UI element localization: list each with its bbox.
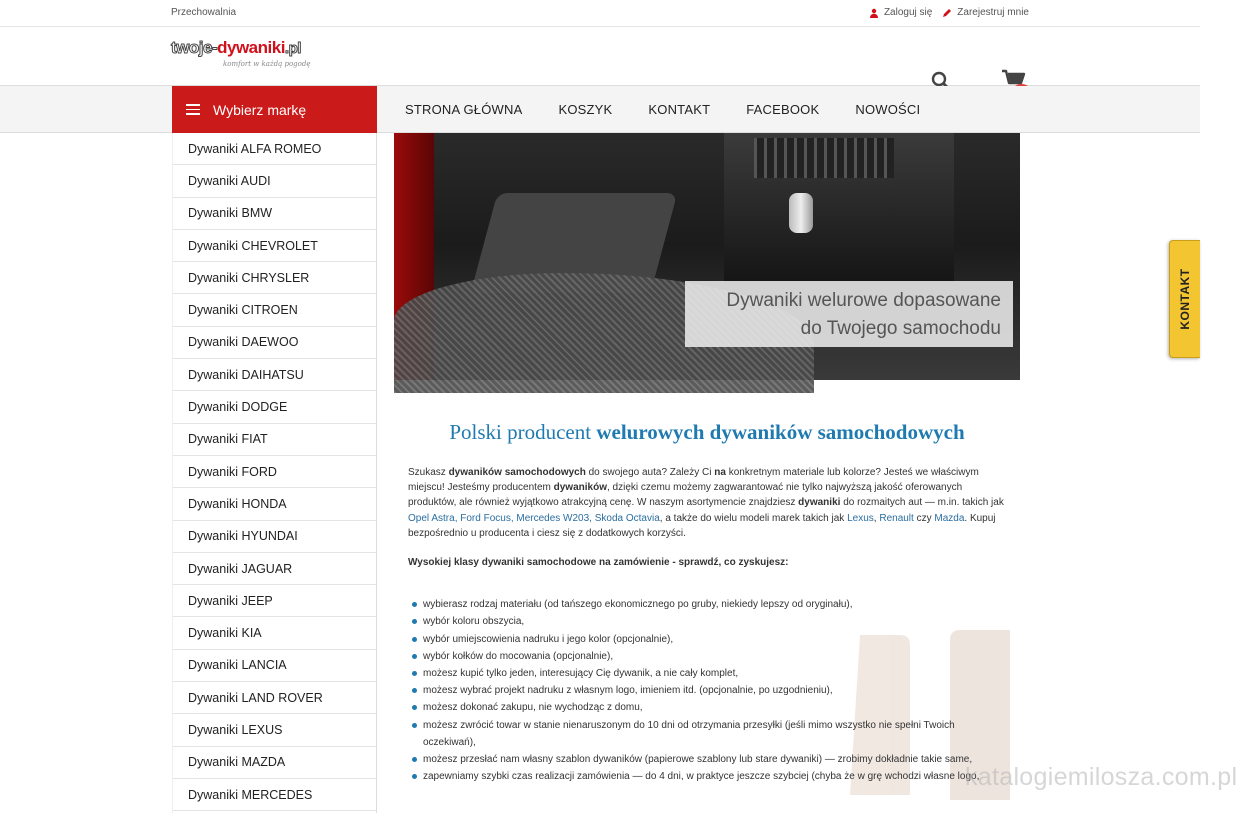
list-item: możesz kupić tylko jeden, interesujący Cię dywanik, a nie cały komplet, xyxy=(408,665,1006,682)
banner-vents xyxy=(754,138,894,178)
benefits-heading: Wysokiej klasy dywaniki samochodowe na zamówienie - sprawdź, co zyskujesz: xyxy=(408,557,789,569)
watermark: katalogiemilosza.com.pl xyxy=(965,763,1237,791)
top-menu xyxy=(405,86,956,133)
menu-facebook[interactable]: FACEBOOK xyxy=(746,102,820,117)
logo-text: twoje-dywaniki.pl xyxy=(171,38,301,57)
sidebar-item-land-rover[interactable]: Dywaniki LAND ROVER xyxy=(173,682,376,714)
menu-news[interactable]: NOWOŚCI xyxy=(855,102,921,117)
sidebar-item-jeep[interactable]: Dywaniki JEEP xyxy=(173,585,376,617)
menu-cart[interactable]: KOSZYK xyxy=(558,102,613,117)
wishlist-link[interactable]: Przechowalnia xyxy=(171,7,237,18)
account-links xyxy=(869,7,1029,18)
sidebar-item-mazda[interactable]: Dywaniki MAZDA xyxy=(173,747,376,779)
header xyxy=(0,27,1200,86)
brand-sidebar xyxy=(172,133,377,813)
sidebar-item-honda[interactable]: Dywaniki HONDA xyxy=(173,488,376,520)
register-link[interactable] xyxy=(942,7,1029,18)
sidebar-item-kia[interactable]: Dywaniki KIA xyxy=(173,617,376,649)
models-link[interactable]: Opel Astra, Ford Focus, Mercedes W203, Skoda Octavia xyxy=(408,512,660,524)
sidebar-item-hyundai[interactable]: Dywaniki HYUNDAI xyxy=(173,521,376,553)
contact-side-tab-label: KONTAKT xyxy=(1178,268,1192,330)
banner-caption-line2: do Twojego samochodu xyxy=(800,318,1001,339)
intro-paragraph: Szukasz dywaników samochodowych do swojego auta? Zależy Ci na konkretnym materiale lub kolorze? Jesteś we właściwym miejscu! Jesteśmy producentem dywaników, dzięki czemu możemy zagwarantować nie tylko najwyższą jakość oferowanych produktów, ale również wyjątkowo atrakcyjną cenę. W naszym asortymencie znajdziesz dywaniki do rozmaitych aut — m.in. takich jak Opel Astra, Ford Focus, Mercedes W203, Skoda Octavia, a także do wielu modeli marek takich jak Lexus, Renault czy Mazda. Kupuj bezpośrednio u producenta i ciesz się z dodatkowych korzyści. xyxy=(408,467,1004,539)
main-content xyxy=(408,420,1006,785)
login-link[interactable] xyxy=(869,7,932,18)
banner-gear-knob xyxy=(789,193,813,233)
hamburger-icon xyxy=(186,101,200,118)
menu-home[interactable]: STRONA GŁÓWNA xyxy=(405,102,523,117)
list-item: możesz przesłać nam własny szablon dywaników (papierowe szablony lub stare dywaniki) — zrobimy dokładnie takie same, xyxy=(408,751,1006,768)
user-icon xyxy=(869,8,879,18)
benefits-list xyxy=(408,596,1006,785)
list-item: wybór kołków do mocowania (opcjonalnie), xyxy=(408,648,1006,665)
list-item: wybór koloru obszycia, xyxy=(408,613,1006,630)
sidebar-item-citroen[interactable]: Dywaniki CITROEN xyxy=(173,294,376,326)
menu-contact[interactable]: KONTAKT xyxy=(648,102,711,117)
list-item: możesz dokonać zakupu, nie wychodząc z domu, xyxy=(408,699,1006,716)
sidebar-item-jaguar[interactable]: Dywaniki JAGUAR xyxy=(173,553,376,585)
sidebar-item-lancia[interactable]: Dywaniki LANCIA xyxy=(173,650,376,682)
sidebar-item-alfa-romeo[interactable]: Dywaniki ALFA ROMEO xyxy=(173,133,376,165)
sidebar-item-ford[interactable]: Dywaniki FORD xyxy=(173,456,376,488)
site-logo[interactable] xyxy=(171,39,331,68)
register-label: Zarejestruj mnie xyxy=(957,7,1029,18)
top-bar xyxy=(0,0,1200,27)
sidebar-item-lexus[interactable]: Dywaniki LEXUS xyxy=(173,714,376,746)
sidebar-item-audi[interactable]: Dywaniki AUDI xyxy=(173,165,376,197)
mazda-link[interactable]: Mazda xyxy=(934,512,965,524)
sidebar-item-daihatsu[interactable]: Dywaniki DAIHATSU xyxy=(173,359,376,391)
choose-brand-label: Wybierz markę xyxy=(213,101,307,118)
sidebar-item-mercedes[interactable]: Dywaniki MERCEDES xyxy=(173,779,376,811)
sidebar-item-bmw[interactable]: Dywaniki BMW xyxy=(173,198,376,230)
sidebar-item-fiat[interactable]: Dywaniki FIAT xyxy=(173,424,376,456)
lexus-link[interactable]: Lexus xyxy=(847,512,874,524)
list-item: możesz zwrócić towar w stanie nienaruszonym do 10 dni od otrzymania przesyłki (jeśli mimo wszystko nie spełni Twoich oczekiwań), xyxy=(408,717,1006,751)
login-label: Zaloguj się xyxy=(883,7,933,18)
list-item: zapewniamy szybki czas realizacji zamówienia — do 4 dni, w praktyce jeszcze szybciej (chyba że w grę wchodzi własne logo, xyxy=(408,768,1006,785)
list-item: wybór umiejscowienia nadruku i jego kolor (opcjonalnie), xyxy=(408,631,1006,648)
sidebar-item-dodge[interactable]: Dywaniki DODGE xyxy=(173,391,376,423)
renault-link[interactable]: Renault xyxy=(879,512,914,524)
sidebar-item-daewoo[interactable]: Dywaniki DAEWOO xyxy=(173,327,376,359)
list-item: wybierasz rodzaj materiału (od tańszego ekonomicznego po gruby, niekiedy lepszy od oryginału), xyxy=(408,596,1006,613)
sidebar-item-chevrolet[interactable]: Dywaniki CHEVROLET xyxy=(173,230,376,262)
hero-banner[interactable] xyxy=(394,133,1020,380)
choose-brand-button[interactable] xyxy=(172,86,377,133)
sidebar-item-chrysler[interactable]: Dywaniki CHRYSLER xyxy=(173,262,376,294)
logo-tagline: komfort w każdą pogodę xyxy=(223,60,311,68)
pencil-icon xyxy=(942,8,952,18)
banner-caption xyxy=(685,281,1013,347)
contact-side-tab[interactable] xyxy=(1169,240,1200,358)
banner-caption-line1: Dywaniki welurowe dopasowane xyxy=(726,290,1001,311)
list-item: możesz wybrać projekt nadruku z własnym logo, imieniem itd. (opcjonalnie, po uzgodnieniu), xyxy=(408,682,1006,699)
main-navbar xyxy=(0,86,1200,133)
page-title: Polski producent welurowych dywaników samochodowych xyxy=(449,420,965,444)
